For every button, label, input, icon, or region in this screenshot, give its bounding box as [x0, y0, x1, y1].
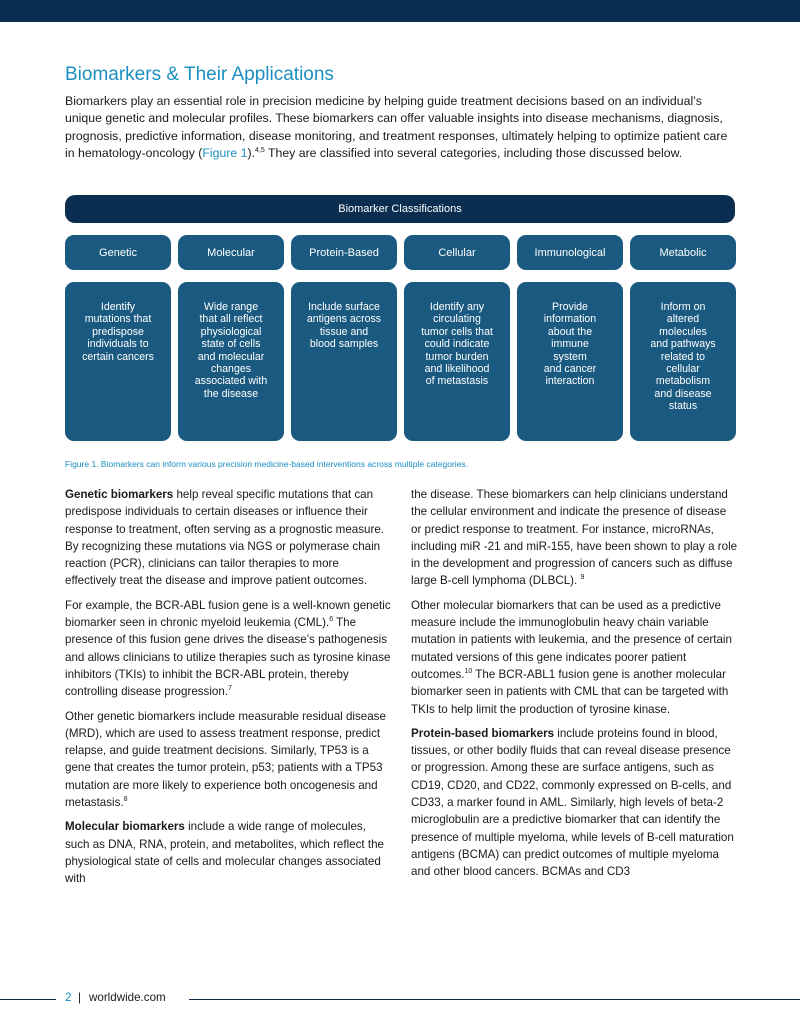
page-footer [0, 991, 800, 1005]
paragraph-text: Other molecular biomarkers that can be used as a predictive measure include the immunoglobulin heavy chain variable mutation in patients with leukemia, and the presence of certain mutated versions of this gene indicates poorer patient outcomes. [411, 598, 732, 681]
description-genetic: Identify mutations that predispose individuals to certain cancers [65, 282, 171, 441]
intro-text-end: They are classified into several categories, including those discussed below. [264, 146, 683, 161]
left-column [65, 486, 391, 895]
other-genetic-paragraph [65, 708, 391, 812]
paragraph-text: For example, the BCR-ABL fusion gene is a well-known genetic biomarker seen in chronic myeloid leukemia (CML). [65, 598, 391, 630]
classification-header: Biomarker Classifications [65, 195, 735, 223]
footer-separator: | [78, 991, 82, 1004]
molecular-biomarkers-heading: Molecular biomarkers [65, 820, 185, 834]
citation-sup: 7 [228, 685, 232, 693]
description-immunological: Provide information about the immune system and cancer interaction [517, 282, 623, 441]
paragraph-text: help reveal specific mutations that can predispose individuals to certain diseases or influence their response to treatment, often serving as a prognostic measure. By recognizing these mutations via NGS or polymerase chain reaction (PCR), clinicians can tailor therapies to more effectively treat the disease and improve patient outcomes. [65, 488, 384, 588]
description-molecular: Wide range that all reflect physiological state of cells and molecular changes associated with the disease [178, 282, 284, 441]
paragraph-text: include a wide range of molecules, such as DNA, RNA, protein, and metabolites, which reflect the physiological state of cells and molecular changes associated with [65, 820, 384, 886]
category-genetic: Genetic [65, 235, 171, 270]
category-metabolic: Metabolic [630, 235, 736, 270]
description-protein-based: Include surface antigens across tissue and blood samples [291, 282, 397, 441]
paragraph-text: The BCR-ABL1 fusion gene is another molecular biomarker seen in patients with CML that can be targeted with TKIs to help limit the production of tyrosine kinase. [411, 667, 729, 716]
molecular-continued-paragraph [411, 486, 739, 590]
intro-text-mid: ). [247, 146, 256, 161]
genetic-biomarkers-paragraph [65, 486, 391, 590]
category-cellular: Cellular [404, 235, 510, 270]
figure-1-link[interactable]: Figure 1 [202, 146, 248, 161]
footer-rule-left [0, 999, 56, 1000]
citation-sup: 4,5 [255, 147, 265, 155]
category-immunological: Immunological [517, 235, 623, 270]
molecular-biomarkers-paragraph [65, 818, 391, 887]
citation-sup: 9 [580, 574, 585, 582]
page-number: 2 [65, 991, 72, 1004]
category-molecular: Molecular [178, 235, 284, 270]
footer-rule-right [189, 999, 800, 1000]
intro-text: Biomarkers play an essential role in precision medicine by helping guide treatment decisions based on an individual’s unique genetic and molecular profiles. These biomarkers can offer valuable insights into disease mechanisms, diagnosis, prognosis, predictive information, disease monitoring, and treatment responses, ultimately helping to optimize patient care in hematology-oncology ( [65, 94, 728, 161]
paragraph-text: The presence of this fusion gene drives the disease’s pathogenesis and allows clinicians to utilize therapies such as tyrosine kinase inhibitors (TKIs) to inhibit the BCR-ABL protein, thereby controlling disease progression. [65, 616, 391, 699]
citation-sup: 10 [464, 668, 473, 676]
category-protein-based: Protein-Based [291, 235, 397, 270]
figure-caption: Figure 1. Biomarkers can inform various precision medicine-based interventions across multiple categories. [65, 459, 468, 469]
citation-sup: 8 [123, 796, 128, 804]
paragraph-text: the disease. These biomarkers can help clinicians understand the cellular environment and indicate the presence of disease or predict response to treatment. For instance, microRNAs, including miR -21 and miR-155, have been shown to play a role in the development and progression of cancers such as diffuse large B-cell lymphoma (DLBCL). [411, 488, 738, 588]
citation-sup: 6 [329, 616, 334, 624]
top-banner [0, 0, 800, 22]
intro-paragraph [65, 93, 735, 163]
paragraph-text: include proteins found in blood, tissues, or other bodily fluids that can reveal disease presence or progression. Among these are surface antigens, such as CD19, CD20, and CD22, commonly expressed on B-cells, and CD33, a marker found in AML. Similarly, high levels of beta-2 microglobulin are a predictive biomarker that can identify the presence of multiple myeloma, while levels of B-cell maturation antigens (BCMA) can predict outcomes of multiple myeloma and other blood cancers. BCMAs and CD3 [411, 726, 734, 879]
right-column [411, 486, 739, 888]
protein-based-paragraph [411, 725, 739, 881]
section-title: Biomarkers & Their Applications [65, 64, 334, 85]
genetic-biomarkers-heading: Genetic biomarkers [65, 488, 174, 501]
paragraph-text: Other genetic biomarkers include measurable residual disease (MRD), which are used to assess treatment response, predict relapse, and guide treatment decisions. Similarly, TP53 is a gene that creates the tumor protein, p53; patients with a TP53 mutation are more likely to experience both oncogenesis and metastasis. [65, 709, 386, 810]
footer-site-link[interactable]: worldwide.com [89, 991, 166, 1004]
description-cellular: Identify any circulating tumor cells that could indicate tumor burden and likelihood of metastasis [404, 282, 510, 441]
bcr-abl-paragraph [65, 597, 391, 701]
description-metabolic: Inform on altered molecules and pathways related to cellular metabolism and disease status [630, 282, 736, 441]
protein-based-heading: Protein-based biomarkers [411, 726, 555, 740]
other-molecular-paragraph [411, 597, 739, 718]
